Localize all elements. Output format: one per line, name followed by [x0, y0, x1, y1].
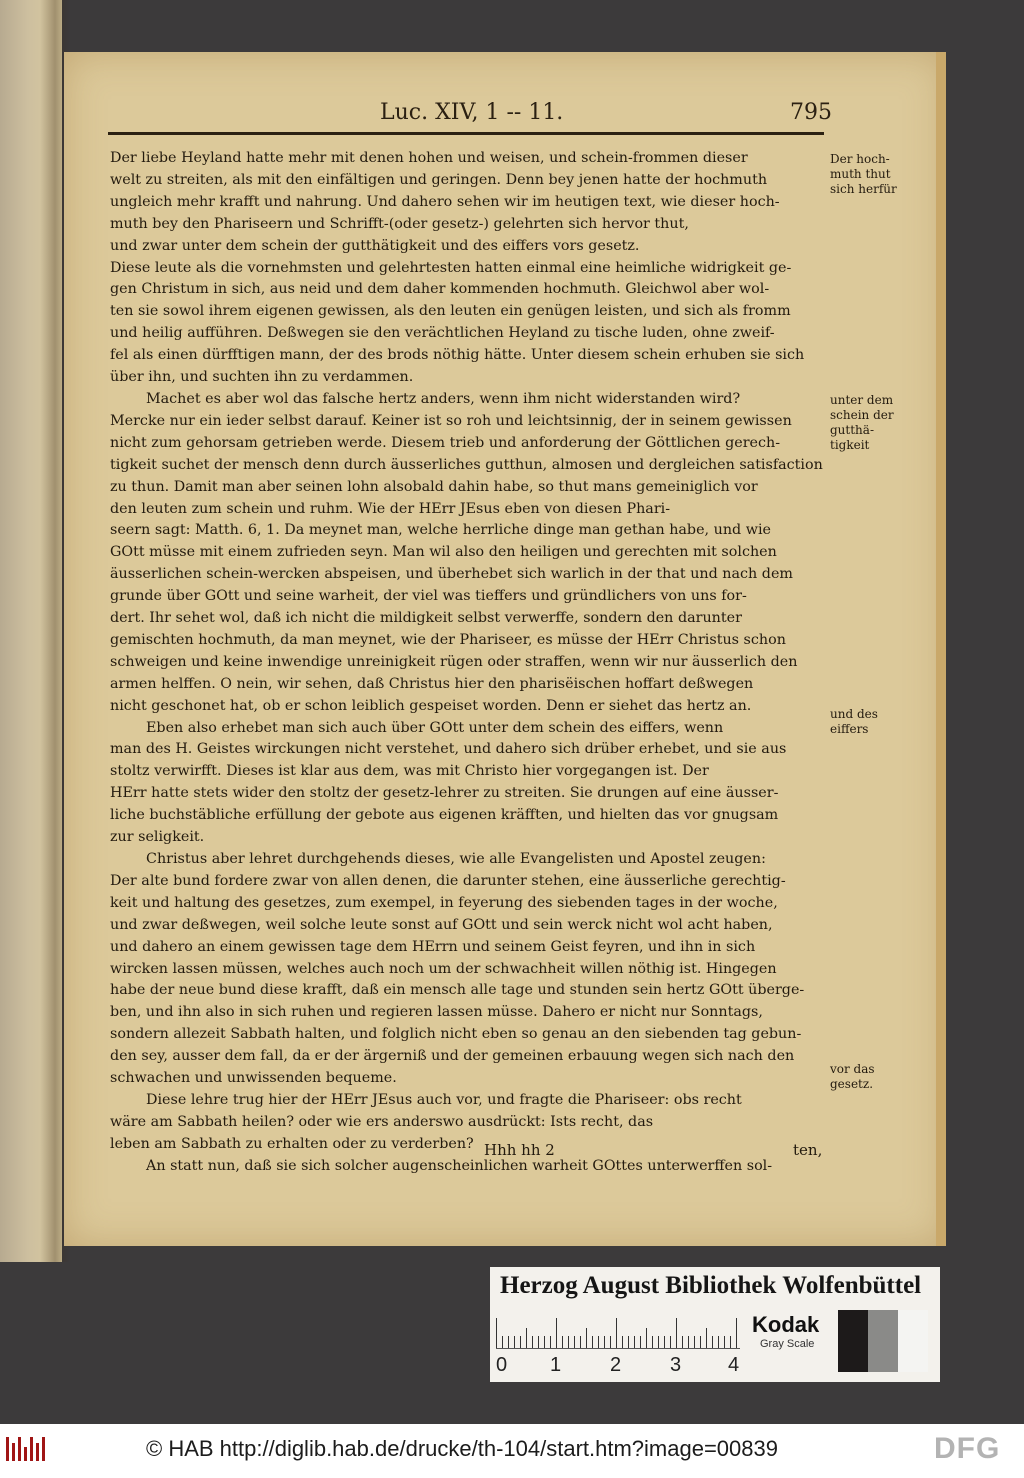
ruler-tick [706, 1328, 707, 1348]
text-line: Christus aber lehret durchgehends dieses, wie alle Evangelisten und Apostel zeugen: [146, 851, 766, 867]
text-line: ben, und ihn also in sich ruhen und regieren lassen müsse. Dahero er nicht nur Sonntags, [110, 1004, 763, 1021]
text-line: schwachen und unwissenden bequeme. [110, 1070, 397, 1087]
text-line: wircken lassen müssen, welches auch noch um der schwachheit willen nöthig ist. Hingegen [110, 960, 777, 977]
ruler-tick [610, 1336, 611, 1348]
text-line: und zwar deßwegen, weil solche leute sonst auf GOtt und sein werck nicht wol acht haben, [110, 916, 773, 933]
ruler-number: 4 [728, 1354, 740, 1376]
margin-note-line: schein der [830, 408, 894, 422]
text-line: liche buchstäbliche erfüllung der gebote aus eigenen kräfften, und hielten das vor gnugsam [110, 807, 779, 824]
ruler-tick [628, 1336, 629, 1348]
ruler-tick [568, 1336, 569, 1348]
text-line: stoltz verwirfft. Dieses ist klar aus dem, was mit Christo hier vorgegangen ist. Der [110, 763, 709, 780]
text-line: nicht geschonet hat, ob er schon leiblich gespeiset worden. Denn er siehet das hertz an. [110, 697, 752, 714]
ruler-tick [700, 1336, 701, 1348]
text-line: und zwar unter dem schein der gutthätigkeit und des eiffers vors gesetz. [110, 237, 640, 254]
ruler-tick [712, 1336, 713, 1348]
margin-note-line: unter dem [830, 393, 894, 407]
signature-mark: Hhh hh 2 [484, 1141, 555, 1159]
text-line: muth bey den Phariseern und Schrifft-(oder gesetz-) gelehrten sich hervor thut, [110, 215, 689, 232]
ruler-tick [676, 1318, 677, 1348]
ruler-tick [514, 1336, 515, 1348]
running-header: Luc. XIV, 1 -- 11. [380, 100, 564, 125]
main-text [110, 148, 826, 1178]
gray-scale-label: Gray Scale [760, 1338, 815, 1350]
gray-swatch-mid [868, 1310, 898, 1372]
ruler-tick [658, 1336, 659, 1348]
text-line: nicht zum gehorsam getrieben werde. Diesem trieb und anforderung der Göttlichen gerech- [110, 434, 781, 451]
ruler-tick [640, 1336, 641, 1348]
text-line: gen Christum in sich, aus neid und dem daher kommenden hochmuth. Gleichwol aber wol- [110, 281, 770, 298]
dfg-logo: DFG [934, 1432, 1001, 1465]
ruler-tick [526, 1328, 527, 1348]
text-line: man des H. Geistes wirckungen nicht verstehet, und dahero sich drüber erhebet, und sie aus [110, 741, 787, 758]
ruler-tick [538, 1336, 539, 1348]
ruler-tick [604, 1336, 605, 1348]
margin-note [830, 707, 878, 737]
text-line: ten sie sowol ihrem eigenen gewissen, als den leuten ein genügen leisten, und sich als fromm [110, 303, 791, 320]
text-line: grunde über GOtt und seine warheit, der viel was tieffers und gründlichers von uns for- [110, 588, 747, 605]
text-line: den sey, ausser dem fall, da er der ärgerniß und der gemeinen erbauung wegen sich nach den [110, 1048, 795, 1065]
text-line: tigkeit suchet der mensch denn durch äusserliches gutthun, almosen und dergleichen satisfaction [110, 456, 823, 473]
ruler-tick [586, 1328, 587, 1348]
text-line: welt zu streiten, als mit den einfältigen und geringen. Denn bey jenen hatte der hochmuth [110, 171, 768, 188]
text-line: äusserlichen schein-wercken abspeisen, und überhebet sich warlich in der that und nach dem [110, 566, 793, 583]
ruler-tick [556, 1318, 557, 1348]
ruler-tick [646, 1328, 647, 1348]
text-line: schweigen und keine inwendige unreinigkeit rügen oder straffen, wenn wir nur äusserlich den [110, 653, 798, 670]
text-line: habe der neue bund diese krafft, daß ein mensch alle tage und stunden sein hertz GOtt überge- [110, 982, 805, 999]
text-line: leben am Sabbath zu erhalten oder zu verderben? [110, 1135, 474, 1152]
margin-note-line: tigkeit [830, 438, 870, 452]
ruler-tick [724, 1336, 725, 1348]
ruler-tick [520, 1336, 521, 1348]
library-name: Herzog August Bibliothek Wolfenbüttel [500, 1272, 922, 1299]
text-line: Diese lehre trug hier der HErr JEsus auch vor, und fragte die Phariseer: obs recht [146, 1091, 742, 1108]
ruler-tick [688, 1336, 689, 1348]
ruler-tick [694, 1336, 695, 1348]
ruler-tick [496, 1318, 497, 1348]
ruler-tick [670, 1336, 671, 1348]
margin-note-line: vor das [830, 1062, 875, 1076]
text-line: und heilig aufführen. Deßwegen sie den verächtlichen Heyland zu tische luden, ohne zweif- [110, 325, 775, 342]
ruler-tick [634, 1336, 635, 1348]
ruler-number: 1 [550, 1354, 562, 1376]
ruler-tick [598, 1336, 599, 1348]
margin-note [830, 393, 894, 453]
text-line: armen helffen. O nein, wir sehen, daß Christus hier den pharisëischen hoffart deßwegen [110, 675, 754, 692]
ruler-number: 3 [670, 1354, 682, 1376]
text-line: keit und haltung des gesetzes, zum exempel, in feyerung des siebenden tages in der woche, [110, 894, 778, 911]
ruler-tick [622, 1336, 623, 1348]
catchword: ten, [793, 1141, 823, 1159]
text-line: seern sagt: Matth. 6, 1. Da meynet man, welche herrliche dinge man gethan habe, und wie [110, 522, 772, 539]
ruler-number: 0 [496, 1354, 508, 1376]
kodak-logo: Kodak [752, 1312, 820, 1337]
ruler-tick [502, 1336, 503, 1348]
text-line: Diese leute als die vornehmsten und gelehrtesten hatten einmal eine heimliche widrigkeit ge- [110, 259, 792, 276]
margin-note-line: und des [830, 707, 878, 721]
margin-note-line: sich herfür [830, 182, 897, 196]
header-rule [108, 132, 824, 135]
ruler-tick [682, 1336, 683, 1348]
ruler-tick [592, 1336, 593, 1348]
text-line: gemischten hochmuth, da man meynet, wie der Phariseer, es müsse der HErr Christus schon [110, 631, 786, 648]
ruler-number: 2 [610, 1354, 622, 1376]
text-line: An statt nun, daß sie sich solcher augenscheinlichen warheit GOttes unterwerffen sol- [146, 1157, 773, 1174]
text-line: über ihn, und suchten ihn zu verdammen. [110, 369, 414, 386]
margin-note-line: muth thut [830, 167, 891, 181]
margin-note-line: Der hoch- [830, 152, 890, 166]
ruler-tick [574, 1336, 575, 1348]
text-line: den leuten zum schein und ruhm. Wie der HErr JEsus eben von diesen Phari- [110, 500, 671, 517]
ruler-tick [736, 1318, 737, 1348]
gray-swatch-dark [838, 1310, 868, 1372]
margin-note-line: gutthä- [830, 423, 874, 437]
scale-ruler [496, 1312, 740, 1349]
text-line: Der liebe Heyland hatte mehr mit denen hohen und weisen, und schein-frommen dieser [110, 150, 748, 166]
text-line: Machet es aber wol das falsche hertz anders, wenn ihm nicht widerstanden wird? [146, 390, 741, 407]
text-line: wäre am Sabbath heilen? oder wie ers anderswo ausdrückt: Ists recht, das [110, 1113, 654, 1130]
text-line: Eben also erhebet man sich auch über GOtt unter dem schein des eiffers, wenn [146, 719, 724, 736]
text-line: GOtt müsse mit einem zufrieden seyn. Man wil also den heiligen und gerechten mit solchen [110, 544, 777, 561]
text-line: und dahero an einem gewissen tage dem HErrn und seinem Geist feyren, und ihn in sich [110, 938, 756, 955]
text-line: Mercke nur ein ieder selbst darauf. Keiner ist so roh und leichtsinnig, der in seinem gewissen [110, 412, 792, 429]
ruler-tick [652, 1336, 653, 1348]
text-line: zu thun. Damit man aber seinen lohn alsobald dahin habe, so thut mans gemeiniglich vor [110, 478, 758, 495]
margin-note-line: gesetz. [830, 1077, 874, 1091]
ruler-tick [664, 1336, 665, 1348]
text-line: ungleich mehr krafft und nahrung. Und dahero sehen wir im heutigen text, wie dieser hoch- [110, 193, 780, 210]
ruler-tick [508, 1336, 509, 1348]
margin-note [830, 1062, 875, 1092]
hab-logo-icon [6, 1437, 46, 1461]
margin-note-line: eiffers [830, 722, 869, 736]
page-number: 795 [790, 100, 832, 125]
ruler-tick [730, 1336, 731, 1348]
page-edge [936, 52, 946, 1246]
ruler-tick [550, 1336, 551, 1348]
text-line: fel als einen dürfftigen mann, der des brods nöthig hätte. Unter diesem schein erhuben sie sich [110, 347, 805, 364]
ruler-tick [718, 1336, 719, 1348]
margin-note [830, 152, 897, 197]
ruler-tick [562, 1336, 563, 1348]
text-line: HErr hatte stets wider den stoltz der gesetz-lehrer zu streiten. Sie drungen auf eine äusser- [110, 785, 779, 802]
text-line: sondern allezeit Sabbath halten, und folglich nicht eben so genau an den siebenden tag gebun- [110, 1026, 802, 1043]
ruler-tick [544, 1336, 545, 1348]
gray-swatch-light [898, 1310, 928, 1372]
ruler-tick [532, 1336, 533, 1348]
ruler-tick [580, 1336, 581, 1348]
text-line: Der alte bund fordere zwar von allen denen, die darunter stehen, eine äusserliche gerechtig- [110, 872, 786, 889]
ruler-tick [616, 1318, 617, 1348]
copyright-url: © HAB http://diglib.hab.de/drucke/th-104/start.htm?image=00839 [146, 1436, 778, 1461]
text-line: dert. Ihr sehet wol, daß ich nicht die mildigkeit selbst verwerffe, sondern den darunter [110, 610, 742, 627]
text-line: zur seligkeit. [110, 829, 205, 846]
